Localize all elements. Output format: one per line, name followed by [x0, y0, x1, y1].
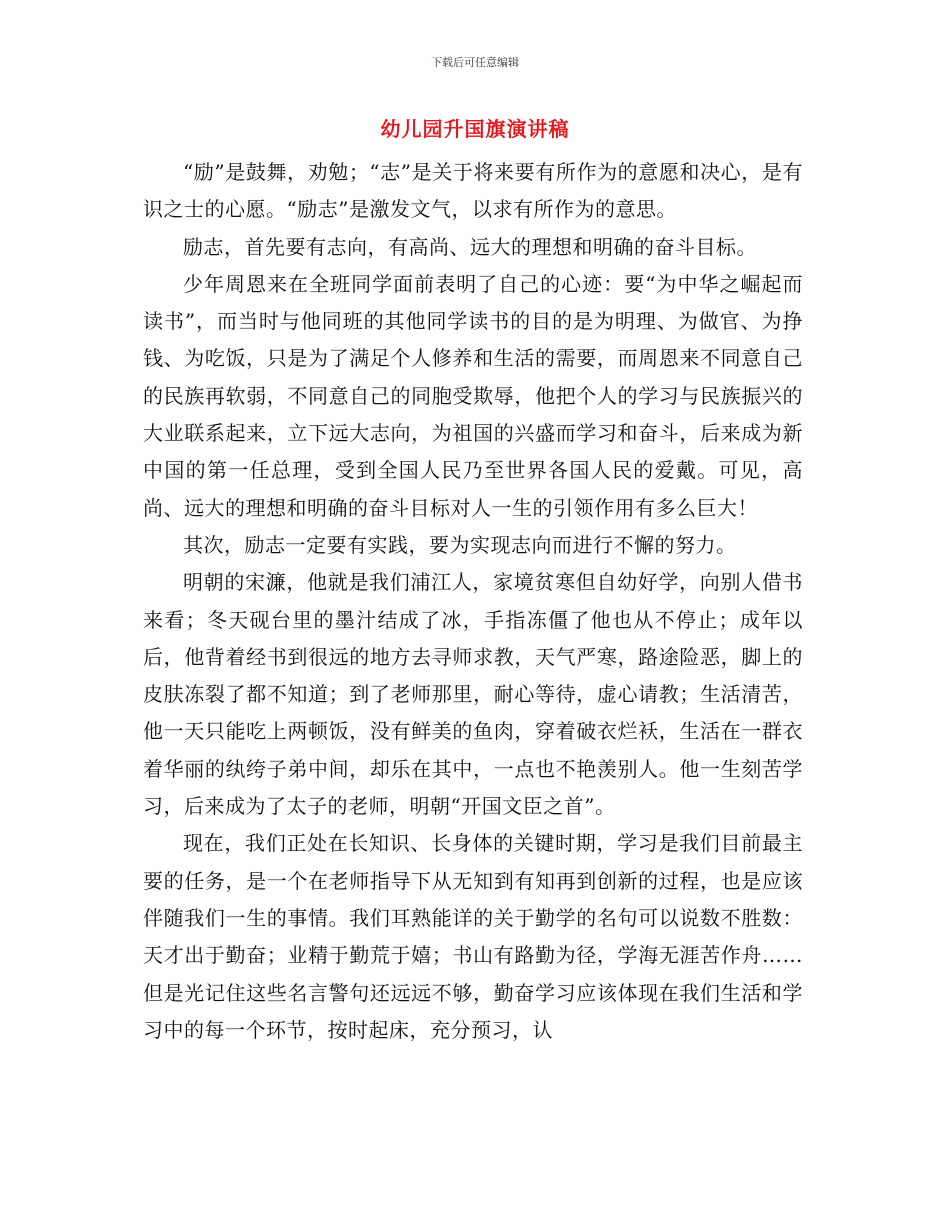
paragraph: “励”是鼓舞，劝勉；“志”是关于将来要有所作为的意愿和决心，是有识之士的心愿。“励志”是激发文气，以求有所作为的意思。 [143, 160, 803, 222]
paragraph: 励志，首先要有志向，有高尚、远大的理想和明确的奋斗目标。 [183, 234, 757, 259]
header-note: 下载后可任意编辑 [431, 56, 519, 69]
paragraph: 明朝的宋濂，他就是我们浦江人，家境贫寒但自幼好学，向别人借书来看；冬天砚台里的墨汁结成了冰，手指冻僵了他也从不停止；成年以后，他背着经书到很远的地方去寻师求教，天气严寒，路途险恶，脚上的皮肤冻裂了都不知道；到了老师那里，耐心等待，虚心请教；生活清苦，他一天只能吃上两顿饭，没有鲜美的鱼肉，穿着破衣烂袄，生活在一群衣着华丽的纨绔子弟中间，却乐在其中，一点也不艳羡别人。他一生刻苦学习，后来成为了太子的老师，明朝“开国文臣之首”。 [143, 570, 803, 819]
paragraph: 现在，我们正处在长知识、长身体的关键时期，学习是我们目前最主要的任务，是一个在老师指导下从无知到有知再到创新的过程，也是应该伴随我们一生的事情。我们耳熟能详的关于勤学的名句可以说数不胜数：天才出于勤奋；业精于勤荒于嬉；书山有路勤为径，学海无涯苦作舟……但是光记住这些名言警句还远远不够，勤奋学习应该体现在我们生活和学习中的每一个环节，按时起床，充分预习，认 [143, 831, 803, 1042]
document-body [143, 154, 803, 1049]
paragraph: 少年周恩来在全班同学面前表明了自己的心迹：要“为中华之崛起而读书”，而当时与他同班的其他同学读书的目的是为明理、为做官、为挣钱、为吃饭，只是为了满足个人修养和生活的需要，而周恩来不同意自己的民族再软弱，不同意自己的同胞受欺辱，他把个人的学习与民族振兴的大业联系起来，立下远大志向，为祖国的兴盛而学习和奋斗，后来成为新中国的第一任总理，受到全国人民乃至世界各国人民的爱戴。可见，高尚、远大的理想和明确的奋斗目标对人一生的引领作用有多么巨大！ [143, 271, 803, 520]
document-title: 幼儿园升国旗演讲稿 [380, 117, 570, 141]
paragraph: 其次，励志一定要有实践，要为实现志向而进行不懈的努力。 [183, 532, 737, 557]
